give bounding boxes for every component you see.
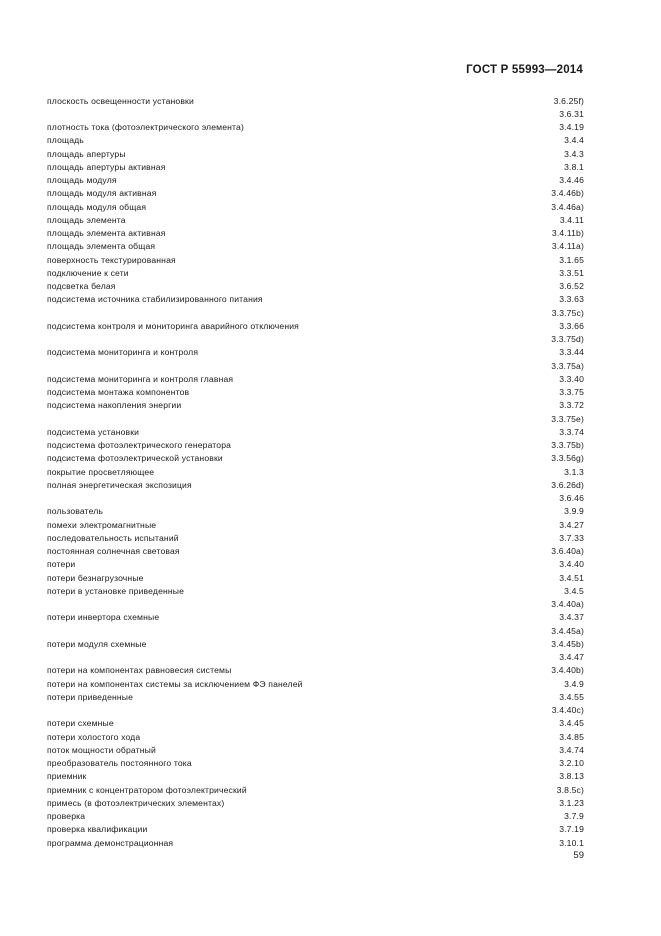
index-term: проверка квалификации [47, 824, 148, 835]
index-entry [47, 439, 584, 452]
index-entry [47, 598, 584, 611]
index-ref: 3.4.45a) [551, 625, 584, 636]
index-term: приемник с концентратором фотоэлектрический [47, 784, 247, 795]
index-term: подсистема накопления энергии [47, 400, 182, 411]
index-term: подключение к сети [47, 267, 129, 278]
index-term: площадь элемента [47, 214, 126, 225]
index-ref: 3.4.4 [564, 135, 584, 146]
index-ref: 3.4.37 [559, 612, 584, 623]
index-entry [47, 333, 584, 346]
index-entry [47, 492, 584, 505]
index-term: площадь элемента активная [47, 228, 166, 239]
index-ref: 3.6.25f) [553, 95, 584, 106]
index-ref: 3.4.11b) [551, 228, 584, 239]
index-term: потери холостого хода [47, 731, 141, 742]
index-entry [47, 319, 584, 332]
index-term: подсистема мониторинга и контроля [47, 347, 199, 358]
index-ref: 3.4.5 [564, 585, 584, 596]
index-ref: 3.3.66 [559, 320, 584, 331]
index-entry [47, 743, 584, 756]
index-ref: 3.6.31 [559, 108, 584, 119]
index-ref: 3.4.45 [559, 718, 584, 729]
index-ref: 3.1.65 [559, 254, 584, 265]
index-term: площадь модуля активная [47, 188, 157, 199]
index-ref: 3.1.23 [559, 797, 584, 808]
index-ref: 3.4.27 [559, 519, 584, 530]
index-ref: 3.3.75c) [551, 307, 584, 318]
index-entry [47, 757, 584, 770]
index-ref: 3.4.11a) [551, 241, 584, 252]
index-ref: 3.4.47 [559, 652, 584, 663]
index-ref: 3.4.40 [559, 559, 584, 570]
alphabetical-index [47, 94, 584, 849]
index-ref: 3.4.46a) [551, 201, 584, 212]
index-term: потери модуля схемные [47, 638, 147, 649]
index-entry [47, 399, 584, 412]
index-term: пользователь [47, 506, 104, 517]
index-ref: 3.7.33 [559, 532, 584, 543]
index-entry [47, 545, 584, 558]
index-term: полная энергетическая экспозиция [47, 479, 192, 490]
index-term: подсистема фотоэлектрической установки [47, 453, 223, 464]
index-ref: 3.2.10 [559, 758, 584, 769]
index-entry [47, 704, 584, 717]
index-ref: 3.4.85 [559, 731, 584, 742]
index-entry [47, 796, 584, 809]
index-ref: 3.7.9 [564, 811, 584, 822]
index-entry [47, 306, 584, 319]
index-ref: 3.3.75b) [551, 440, 584, 451]
index-ref: 3.3.75 [559, 387, 584, 398]
index-entry [47, 386, 584, 399]
index-entry [47, 425, 584, 438]
index-term: приемник [47, 771, 87, 782]
index-ref: 3.3.44 [559, 347, 584, 358]
index-term: подсистема фотоэлектрического генератора [47, 440, 232, 451]
index-entry [47, 505, 584, 518]
index-ref: 3.6.46 [559, 493, 584, 504]
index-term: последовательность испытаний [47, 532, 179, 543]
index-ref: 3.3.40 [559, 373, 584, 384]
index-entry [47, 558, 584, 571]
index-ref: 3.4.3 [564, 148, 584, 159]
index-entry [47, 359, 584, 372]
index-entry [47, 213, 584, 226]
index-entry [47, 200, 584, 213]
index-term: подсистема контроля и мониторинга аварийного отключения [47, 320, 299, 331]
index-term: площадь модуля [47, 175, 117, 186]
index-entry [47, 280, 584, 293]
index-term: площадь элемента общая [47, 241, 156, 252]
index-ref: 3.6.40a) [551, 546, 584, 557]
index-ref: 3.4.45b) [551, 638, 584, 649]
index-term: потери схемные [47, 718, 114, 729]
index-ref: 3.4.40b) [551, 665, 584, 676]
index-entry [47, 770, 584, 783]
index-entry [47, 651, 584, 664]
index-entry [47, 465, 584, 478]
index-term: помехи электромагнитные [47, 519, 157, 530]
index-ref: 3.4.55 [559, 691, 584, 702]
index-term: потери инвертора схемные [47, 612, 160, 623]
index-ref: 3.3.74 [559, 426, 584, 437]
index-ref: 3.3.72 [559, 400, 584, 411]
index-term: проверка [47, 811, 86, 822]
index-ref: 3.6.26d) [551, 479, 584, 490]
index-entry [47, 227, 584, 240]
index-ref: 3.3.51 [559, 267, 584, 278]
index-term: плотность тока (фотоэлектрического элемента) [47, 122, 244, 133]
index-entry [47, 240, 584, 253]
index-term: потери [47, 559, 76, 570]
index-term: примесь (в фотоэлектрических элементах) [47, 797, 225, 808]
index-term: площадь апертуры [47, 148, 126, 159]
index-ref: 3.10.1 [559, 837, 584, 848]
index-ref: 3.8.13 [559, 771, 584, 782]
index-entry [47, 836, 584, 849]
index-ref: 3.9.9 [564, 506, 584, 517]
index-ref: 3.4.46b) [551, 188, 584, 199]
index-entry [47, 293, 584, 306]
index-entry [47, 147, 584, 160]
index-term: площадь [47, 135, 84, 146]
index-entry [47, 823, 584, 836]
index-ref: 3.7.19 [559, 824, 584, 835]
index-entry [47, 372, 584, 385]
index-ref: 3.4.74 [559, 744, 584, 755]
index-term: программа демонстрационная [47, 837, 174, 848]
index-term: потери приведенные [47, 691, 134, 702]
index-entry [47, 94, 584, 107]
index-ref: 3.4.40c) [551, 705, 584, 716]
index-term: подсистема монтажа компонентов [47, 387, 190, 398]
index-entry [47, 107, 584, 120]
index-entry [47, 730, 584, 743]
index-entry [47, 531, 584, 544]
index-term: потери на компонентах равновесия системы [47, 665, 232, 676]
index-entry [47, 187, 584, 200]
index-entry [47, 783, 584, 796]
index-ref: 3.6.52 [559, 281, 584, 292]
index-term: подсветка белая [47, 281, 116, 292]
index-entry [47, 160, 584, 173]
index-entry [47, 584, 584, 597]
index-term: поток мощности обратный [47, 744, 156, 755]
index-entry [47, 637, 584, 650]
index-ref: 3.4.11 [559, 214, 584, 225]
index-entry [47, 266, 584, 279]
index-entry [47, 174, 584, 187]
index-ref: 3.4.19 [559, 122, 584, 133]
index-term: поверхность текстурированная [47, 254, 176, 265]
index-entry [47, 664, 584, 677]
index-ref: 3.1.3 [564, 466, 584, 477]
index-ref: 3.4.9 [564, 678, 584, 689]
index-term: преобразователь постоянного тока [47, 758, 192, 769]
index-ref: 3.4.46 [559, 175, 584, 186]
index-term: площадь модуля общая [47, 201, 147, 212]
page-number: 59 [573, 850, 584, 861]
index-entry [47, 253, 584, 266]
index-term: покрытие просветляющее [47, 466, 155, 477]
index-ref: 3.4.51 [559, 572, 584, 583]
index-entry [47, 412, 584, 425]
index-term: площадь апертуры активная [47, 161, 166, 172]
index-ref: 3.4.40a) [551, 599, 584, 610]
index-entry [47, 810, 584, 823]
index-term: постоянная солнечная световая [47, 546, 180, 557]
index-entry [47, 677, 584, 690]
index-entry [47, 518, 584, 531]
index-term: подсистема мониторинга и контроля главная [47, 373, 234, 384]
index-ref: 3.3.75d) [551, 334, 584, 345]
index-entry [47, 624, 584, 637]
index-term: подсистема источника стабилизированного питания [47, 294, 263, 305]
index-entry [47, 478, 584, 491]
index-entry [47, 571, 584, 584]
index-entry [47, 134, 584, 147]
index-ref: 3.3.56g) [551, 453, 584, 464]
index-term: подсистема установки [47, 426, 140, 437]
index-ref: 3.8.5c) [556, 784, 584, 795]
index-term: плоскость освещенности установки [47, 95, 194, 106]
index-ref: 3.3.63 [559, 294, 584, 305]
index-term: потери безнагрузочные [47, 572, 144, 583]
index-entry [47, 690, 584, 703]
index-entry [47, 346, 584, 359]
index-entry [47, 717, 584, 730]
index-ref: 3.3.75a) [551, 360, 584, 371]
index-term: потери в установке приведенные [47, 585, 185, 596]
index-ref: 3.8.1 [564, 161, 584, 172]
index-entry [47, 452, 584, 465]
index-entry [47, 121, 584, 134]
index-term: потери на компонентах системы за исключением ФЭ панелей [47, 678, 303, 689]
index-entry [47, 611, 584, 624]
index-ref: 3.3.75e) [551, 413, 584, 424]
document-header: ГОСТ Р 55993—2014 [466, 64, 583, 76]
